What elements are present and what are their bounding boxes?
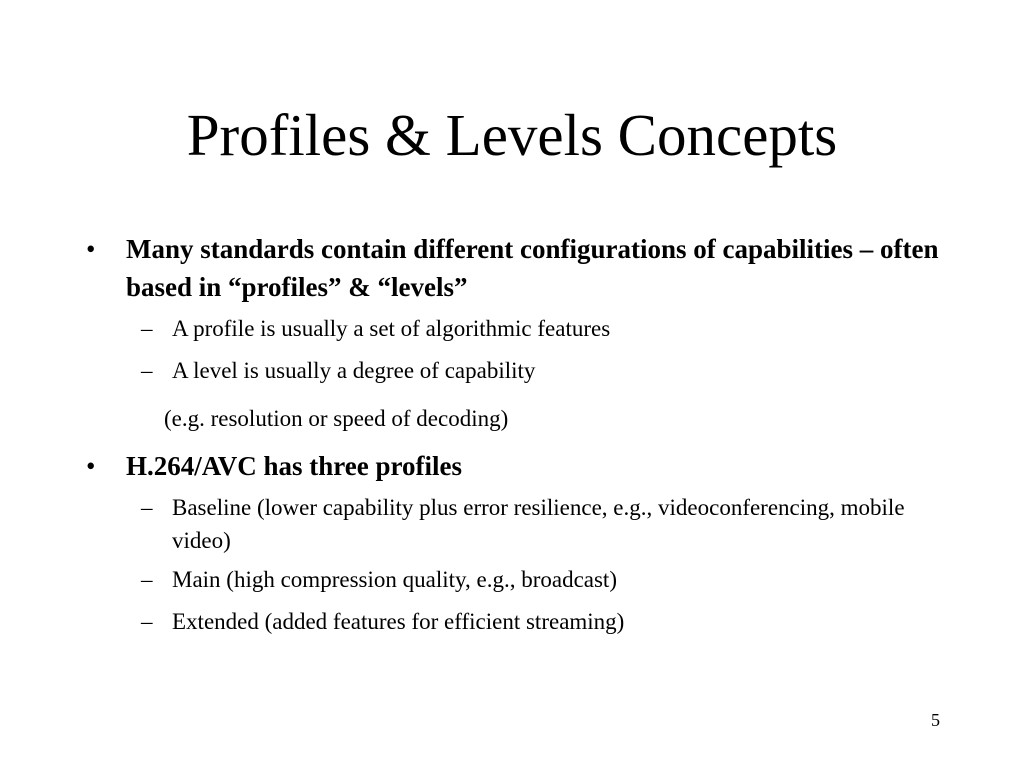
subitem-baseline-profile xyxy=(86,491,946,557)
dash-marker: – xyxy=(141,567,153,592)
level-example-note: (e.g. resolution or speed of decoding) xyxy=(164,406,509,431)
dash-marker: – xyxy=(141,358,153,383)
page-number: 5 xyxy=(931,710,940,730)
slide-body xyxy=(86,230,946,638)
dash-marker: – xyxy=(141,495,153,520)
bullet-h264-profiles xyxy=(86,447,946,485)
subitem-text: A profile is usually a set of algorithmic features xyxy=(172,316,611,341)
subitem-text: Main (high compression quality, e.g., broadcast) xyxy=(172,567,617,592)
slide-title: Profiles & Levels Concepts xyxy=(186,102,838,168)
dash-marker: – xyxy=(141,316,153,341)
subitem-text: A level is usually a degree of capability xyxy=(172,358,536,383)
subitem-text: Baseline (lower capability plus error resilience, e.g., videoconferencing, mobile video) xyxy=(172,495,905,553)
bullet-marker: • xyxy=(86,234,96,264)
subitem-extended-profile xyxy=(86,605,946,638)
subitem-level-definition xyxy=(86,354,946,387)
subitem-main-profile xyxy=(86,563,946,596)
bullet-text: Many standards contain different configurations of capabilities – often based in “profiles” & “levels” xyxy=(126,234,939,302)
subitem-text: Extended (added features for efficient streaming) xyxy=(172,609,625,634)
dash-marker: – xyxy=(141,609,153,634)
bullet-marker: • xyxy=(86,451,96,481)
bullet-standards-configurations xyxy=(86,230,946,306)
bullet-text: H.264/AVC has three profiles xyxy=(126,451,463,481)
subitem-profile-definition xyxy=(86,312,946,345)
